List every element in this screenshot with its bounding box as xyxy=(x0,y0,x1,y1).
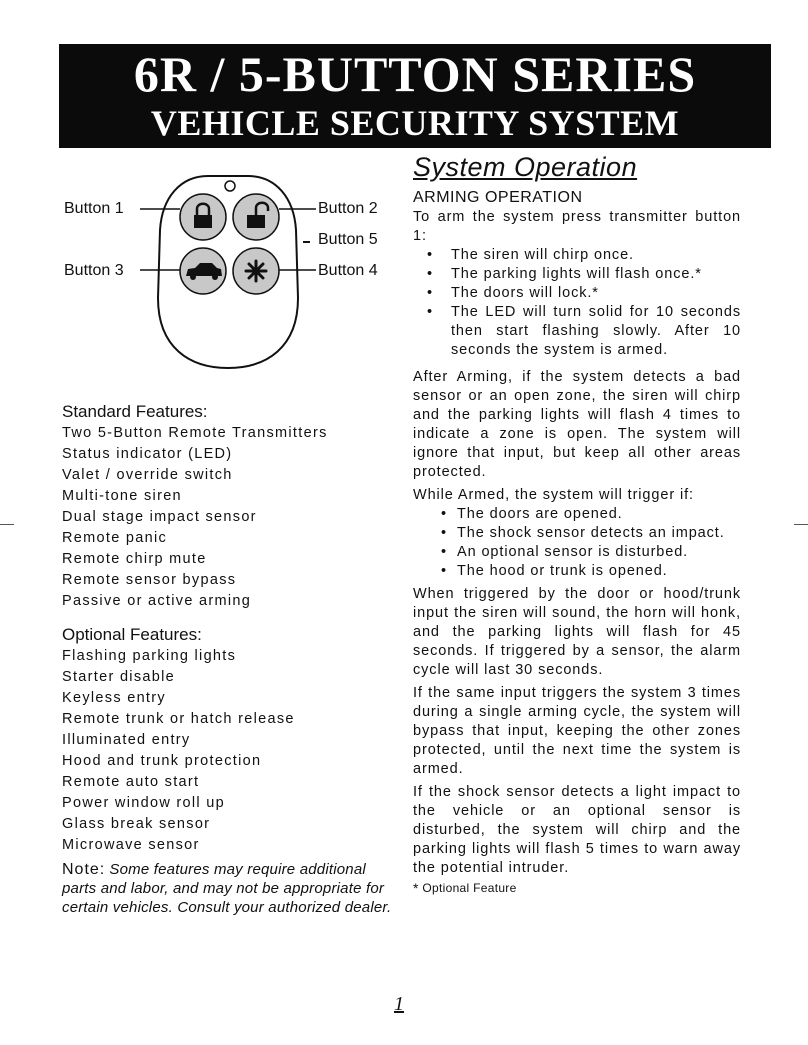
bullet: • xyxy=(441,563,447,579)
list-item: Illuminated entry xyxy=(62,732,191,748)
list-item: Keyless entry xyxy=(62,690,166,706)
list-item: Remote auto start xyxy=(62,774,200,790)
trigger-text: The hood or trunk is opened. xyxy=(457,563,668,579)
list-item: Multi-tone siren xyxy=(62,488,182,504)
bullet: • xyxy=(427,247,433,263)
optional-features-list xyxy=(62,646,392,856)
system-operation xyxy=(413,150,741,896)
standard-features-heading: Standard Features: xyxy=(62,402,208,421)
list-item: Remote sensor bypass xyxy=(62,572,237,588)
bullet: • xyxy=(441,544,447,560)
list-item xyxy=(413,303,741,360)
button-1-label: Button 1 xyxy=(64,200,124,217)
system-operation-title: System Operation xyxy=(413,152,638,182)
list-item xyxy=(413,543,741,562)
footnote-mark: * xyxy=(413,880,419,896)
title-banner xyxy=(59,44,771,148)
trigger-text: The doors are opened. xyxy=(457,506,623,522)
arming-steps-list xyxy=(413,246,741,360)
list-item xyxy=(413,265,741,284)
list-item: Power window roll up xyxy=(62,795,226,811)
footnote xyxy=(413,880,741,896)
note-label: Note: xyxy=(62,861,106,878)
list-item: Valet / override switch xyxy=(62,467,233,483)
list-item: Glass break sensor xyxy=(62,816,211,832)
list-item xyxy=(413,284,741,303)
list-item: Starter disable xyxy=(62,669,175,685)
crop-mark-left xyxy=(0,524,14,525)
list-item: Two 5-Button Remote Transmitters xyxy=(62,425,328,441)
bullet: • xyxy=(441,525,447,541)
trigger-list xyxy=(413,505,741,581)
optional-features xyxy=(62,624,392,917)
button-3[interactable] xyxy=(180,248,226,294)
asterisk-icon xyxy=(246,261,266,281)
arming-step-text: The parking lights will flash once.* xyxy=(451,266,702,282)
optional-features-heading: Optional Features: xyxy=(62,625,202,644)
crop-mark-right xyxy=(794,524,808,525)
list-item: Microwave sensor xyxy=(62,837,200,853)
when-triggered-paragraph: When triggered by the door or hood/trunk input the siren will sound, the horn will honk, and the parking lights will flash for 45 seconds. If triggered by a sensor, the alarm cycle will last 30 seconds. xyxy=(413,586,741,678)
button-4[interactable] xyxy=(233,248,279,294)
button-2-label: Button 2 xyxy=(318,200,378,217)
list-item: Passive or active arming xyxy=(62,593,252,609)
while-armed-intro: While Armed, the system will trigger if: xyxy=(413,487,694,503)
arming-operation-heading: ARMING OPERATION xyxy=(413,189,583,206)
bullet: • xyxy=(427,285,433,301)
arming-step-text: The doors will lock.* xyxy=(451,285,599,301)
list-item xyxy=(413,246,741,265)
footnote-text: Optional Feature xyxy=(422,881,517,895)
list-item xyxy=(413,562,741,581)
button-5-label: Button 5 xyxy=(318,231,378,248)
standard-features xyxy=(62,401,392,612)
bullet: • xyxy=(427,304,433,320)
list-item: Hood and trunk protection xyxy=(62,753,262,769)
light-impact-paragraph: If the shock sensor detects a light impact to the vehicle or an optional sensor is disturbed, the system will chirp and the parking lights will flash 5 times to warn away the potential intruder. xyxy=(413,784,741,876)
trigger-text: The shock sensor detects an impact. xyxy=(457,525,725,541)
trigger-text: An optional sensor is disturbed. xyxy=(457,544,689,560)
list-item: Remote chirp mute xyxy=(62,551,207,567)
list-item: Status indicator (LED) xyxy=(62,446,233,462)
button-3-label: Button 3 xyxy=(64,262,124,279)
list-item xyxy=(413,505,741,524)
note-paragraph xyxy=(62,860,392,917)
after-arming-paragraph: After Arming, if the system detects a bad sensor or an open zone, the siren will chirp and the parking lights will flash 4 times to indicate a zone is open. The system will ignore that input, but keep all other areas protected. xyxy=(413,369,741,480)
title-line-2: VEHICLE SECURITY SYSTEM xyxy=(150,103,680,143)
arming-intro: To arm the system press transmitter button 1: xyxy=(413,209,741,244)
list-item: Remote trunk or hatch release xyxy=(62,711,295,727)
list-item: Flashing parking lights xyxy=(62,648,237,664)
list-item xyxy=(413,524,741,543)
title-line-1: 6R / 5-BUTTON SERIES xyxy=(133,46,697,102)
standard-features-list xyxy=(62,423,392,612)
arming-step-text: The siren will chirp once. xyxy=(451,247,634,263)
arming-step-text: The LED will turn solid for 10 seconds then start flashing slowly. After 10 seconds the system is armed. xyxy=(451,304,741,358)
led-indicator xyxy=(225,181,235,191)
page-number: 1 xyxy=(394,993,404,1015)
bullet: • xyxy=(441,506,447,522)
bullet: • xyxy=(427,266,433,282)
same-input-paragraph: If the same input triggers the system 3 times during a single arming cycle, the system will bypass that input, keeping the other zones protected, until the next time the system is armed. xyxy=(413,685,741,777)
button-2[interactable] xyxy=(233,194,279,240)
button-4-label: Button 4 xyxy=(318,262,378,279)
list-item: Dual stage impact sensor xyxy=(62,509,257,525)
remote-transmitter-diagram xyxy=(60,158,400,388)
button-1[interactable] xyxy=(180,194,226,240)
note-text: Some features may require additional parts and labor, and may not be appropriate for certain vehicles. Consult your authorized dealer. xyxy=(62,861,392,916)
list-item: Remote panic xyxy=(62,530,168,546)
